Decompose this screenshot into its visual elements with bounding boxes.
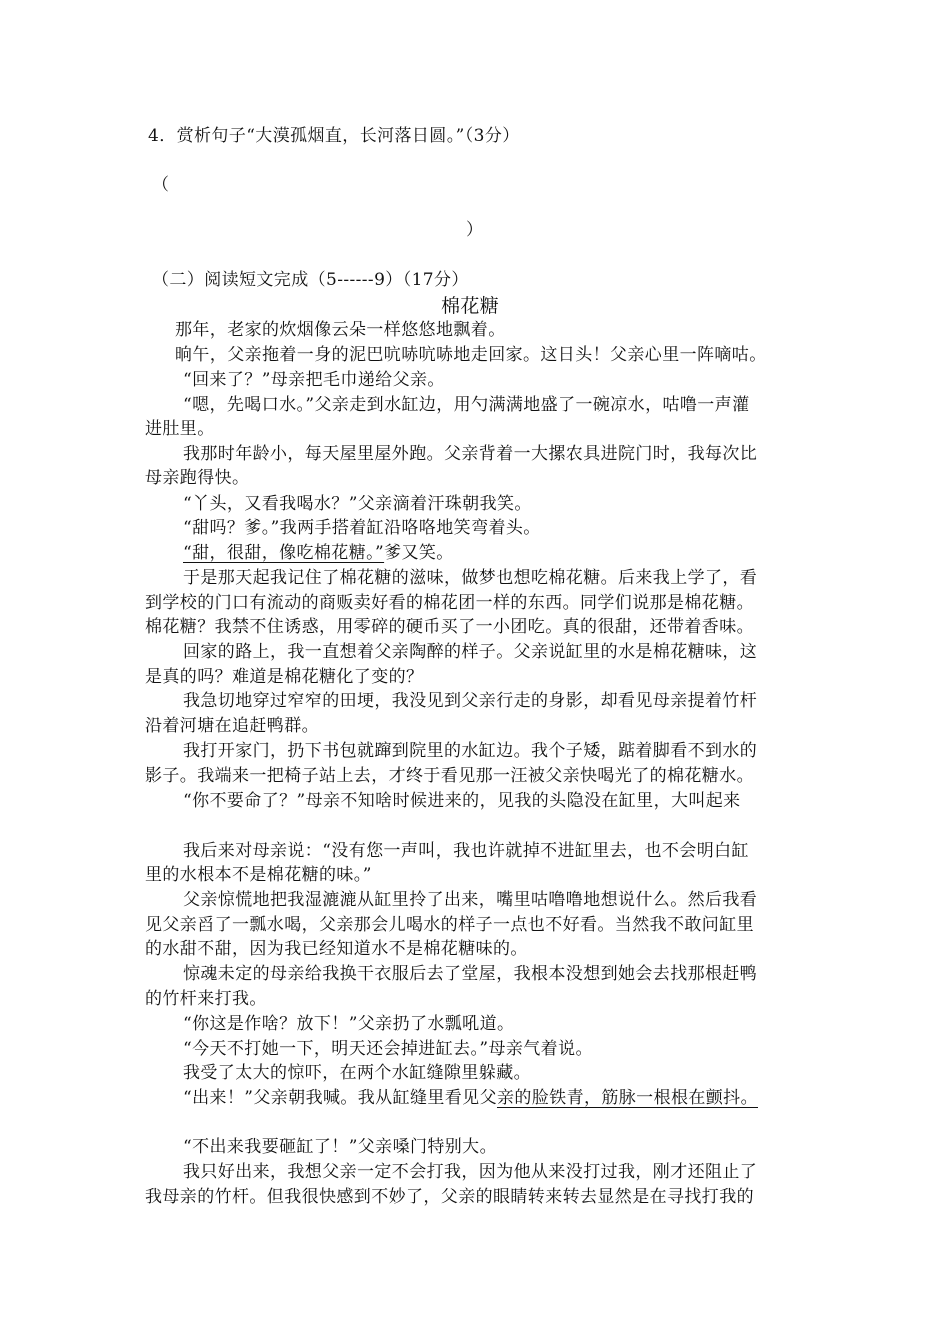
paragraph-line: 我急切地穿过窄窄的田埂，我没见到父亲行走的身影，却看见母亲提着竹杆 xyxy=(183,691,758,711)
answer-open-paren: （ xyxy=(152,175,170,195)
paragraph-line: 的竹杆来打我。 xyxy=(145,989,267,1009)
paragraph-line: 父亲惊慌地把我湿漉漉从缸里拎了出来，嘴里咕噜噜地想说什么。然后我看 xyxy=(183,890,758,910)
paragraph-line: “你这是作啥？放下！”父亲扔了水瓢吼道。 xyxy=(183,1014,515,1034)
paragraph-line: 我后来对母亲说：“没有您一声叫，我也许就掉不进缸里去，也不会明白缸 xyxy=(183,841,749,861)
paragraph-line xyxy=(183,1086,758,1110)
paragraph-line: 我那时年龄小，每天屋里屋外跑。父亲背着一大摞农具进院门时，我每次比 xyxy=(183,444,758,464)
paragraph-line: 进肚里。 xyxy=(145,419,215,439)
paragraph-line: “甜吗？爹。”我两手搭着缸沿咯咯地笑弯着头。 xyxy=(183,518,541,538)
paragraph-line: “嗯，先喝口水。”父亲走到水缸边，用勺满满地盛了一碗凉水，咕噜一声灌 xyxy=(183,395,750,415)
paragraph-line: 沿着河塘在追赶鸭群。 xyxy=(145,716,319,736)
paragraph-line: 那年，老家的炊烟像云朵一样悠悠地飘着。 xyxy=(175,320,506,340)
paragraph-line: 我受了太大的惊吓，在两个水缸缝隙里躲藏。 xyxy=(183,1063,531,1083)
underlined-sentence: “甜，很甜，像吃棉花糖。” xyxy=(183,543,385,563)
paragraph-line-head: “出来！”父亲朝我喊。我从缸缝里看见父 xyxy=(183,1088,497,1108)
paragraph-line: 见父亲舀了一瓢水喝，父亲那会儿喝水的样子一点也不好看。当然我不敢问缸里 xyxy=(145,915,754,935)
paragraph-line: 里的水根本不是棉花糖的味。” xyxy=(145,865,372,885)
paragraph-line-tail: 爹又笑。 xyxy=(384,543,454,563)
paragraph-line: “不出来我要砸缸了！”父亲嗓门特别大。 xyxy=(183,1137,497,1157)
paragraph-line: 我打开家门，扔下书包就蹿到院里的水缸边。我个子矮，踮着脚看不到水的 xyxy=(183,741,758,761)
paragraph-line: 我母亲的竹杆。但我很快感到不妙了，父亲的眼睛转来转去显然是在寻找打我的 xyxy=(145,1187,754,1207)
paragraph-line: 是真的吗？难道是棉花糖化了变的？ xyxy=(145,667,424,687)
paragraph-line xyxy=(183,541,454,565)
paragraph-line: 影子。我端来一把椅子站上去，才终于看见那一汪被父亲快喝光了的棉花糖水。 xyxy=(145,766,754,786)
passage-title: 棉花糖 xyxy=(441,295,500,317)
paragraph-line: “今天不打她一下，明天还会掉进缸去。”母亲气着说。 xyxy=(183,1039,593,1059)
paragraph-line: 晌午，父亲拖着一身的泥巴吭哧吭哧地走回家。这日头！父亲心里一阵嘀咕。 xyxy=(175,345,767,365)
paragraph-line: 于是那天起我记住了棉花糖的滋味，做梦也想吃棉花糖。后来我上学了，看 xyxy=(183,568,758,588)
paragraph-line: 回家的路上，我一直想着父亲陶醉的样子。父亲说缸里的水是棉花糖味，这 xyxy=(183,642,758,662)
underlined-sentence: 亲的脸铁青，筋脉一根根在颤抖。 xyxy=(496,1088,758,1108)
section-heading: （二）阅读短文完成（5------9）（17分） xyxy=(152,270,469,290)
paragraph-line: 棉花糖？我禁不住诱惑，用零碎的硬币买了一小团吃。真的很甜，还带着香味。 xyxy=(145,617,754,637)
paragraph-line: 母亲跑得快。 xyxy=(145,468,250,488)
paragraph-line: 惊魂未定的母亲给我换干衣服后去了堂屋，我根本没想到她会去找那根赶鸭 xyxy=(183,964,758,984)
paragraph-line: “丫头，又看我喝水？”父亲滴着汗珠朝我笑。 xyxy=(183,494,532,514)
paragraph-line: 到学校的门口有流动的商贩卖好看的棉花团一样的东西。同学们说那是棉花糖。 xyxy=(145,593,754,613)
question-4-prompt: 4．赏析句子“大漠孤烟直，长河落日圆。”（3分） xyxy=(148,126,520,146)
paragraph-line: “你不要命了？”母亲不知啥时候进来的，见我的头隐没在缸里，大叫起来 xyxy=(183,791,741,811)
paragraph-line: 的水甜不甜，因为我已经知道水不是棉花糖味的。 xyxy=(145,939,528,959)
paragraph-line: 我只好出来，我想父亲一定不会打我，因为他从来没打过我，刚才还阻止了 xyxy=(183,1162,758,1182)
answer-close-paren: ） xyxy=(466,220,484,240)
paragraph-line: “回来了？”母亲把毛巾递给父亲。 xyxy=(183,370,445,390)
